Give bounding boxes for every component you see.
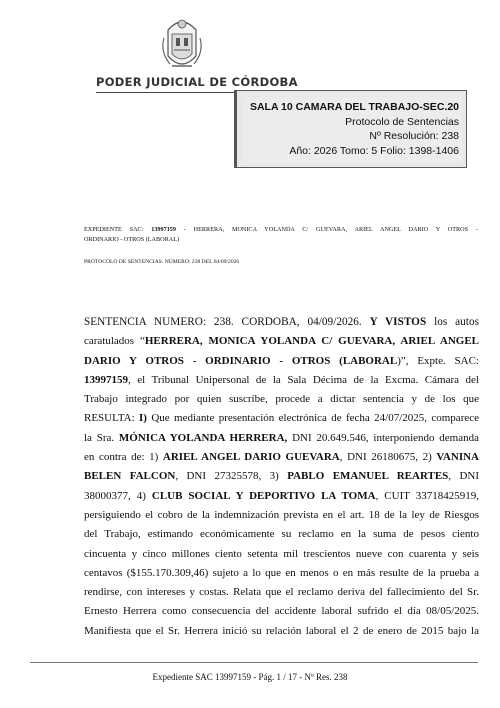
resolution-info-box: [234, 90, 467, 168]
text-bold: HERRERA, MONICA YOLANDA C/ GUEVARA, ARIEL ANGEL: [144, 335, 480, 348]
body-line: [84, 487, 479, 506]
body-line: [84, 332, 479, 351]
text-bold: Y VISTOS: [369, 316, 427, 328]
text-bold: 13997159: [84, 373, 128, 386]
text-bold: VANINA: [436, 451, 479, 464]
text: , DNI 27325578, 3): [175, 470, 279, 483]
body-line: [84, 352, 479, 371]
court-name: SALA 10 CAMARA DEL TRABAJO-SEC.20: [249, 101, 459, 113]
body-line: persiguiendo el cobro de la indemnización prevista en el art. 18 de la ley de Riesgos: [84, 508, 479, 521]
text-bold: PABLO EMANUEL REARTES: [287, 470, 449, 483]
text: , DNI 26180675, 2): [339, 451, 432, 464]
text-bold: I): [139, 412, 147, 425]
body-line: Manifiesta que el Sr. Herrera inició su relación laboral el 2 de enero de 2015 bajo la: [84, 624, 479, 637]
coat-of-arms-logo: [158, 8, 206, 80]
resolution-info-content: [243, 97, 462, 163]
text: la Sra.: [84, 431, 115, 444]
expediente-number: 13997159: [151, 226, 176, 233]
expediente-prefix: EXPEDIENTE SAC:: [84, 226, 144, 233]
expediente-title-1: - HERRERA, MONICA YOLANDA C/ GUEVARA, ARIEL ANGEL DARIO Y OTROS -: [183, 226, 478, 233]
body-line: [84, 313, 479, 332]
body-line: Trabajo integrado por quien suscribe, procede a dictar sentencia y de los que: [84, 393, 479, 406]
text: 38000377, 4): [84, 489, 146, 502]
text: los autos: [434, 316, 479, 328]
header-rule: [96, 92, 236, 93]
body-line: Ernesto Herrera como consecuencia del accidente laboral sufrido el día 08/05/2025.: [84, 605, 479, 618]
body-line: [84, 409, 479, 428]
text-bold: DARIO Y OTROS - ORDINARIO - OTROS (LABORAL: [84, 354, 398, 367]
organization-name: PODER JUDICIAL DE CÓRDOBA: [96, 75, 298, 89]
text: en contra de: 1): [84, 451, 159, 464]
text: DNI 20.649.546, interponiendo demanda: [292, 431, 480, 444]
resolution-number: Nº Resolución: 238: [369, 130, 459, 142]
body-line: [84, 467, 479, 486]
body-line: centavos ($155.170.309,46) sujeto a lo que en menos o en más resulte de la prueba a: [84, 566, 479, 579]
body-line: rendirse, con intereses y costas. Relata que el reclamo deriva del fallecimiento del Sr.: [84, 586, 479, 599]
body-line: [84, 448, 479, 467]
year-volume-folio: Año: 2026 Tomo: 5 Folio: 1398-1406: [289, 144, 459, 157]
text: )”, Expte. SAC:: [397, 354, 479, 367]
expediente-title-2: ORDINARIO - OTROS (LABORAL): [84, 236, 180, 243]
text: , CUIT 33718425919,: [375, 489, 480, 502]
protocol-type: Protocolo de Sentencias: [345, 115, 459, 128]
text: , DNI: [448, 470, 480, 483]
text: , el Tribunal Unipersonal de la Sala Décima de la Excma. Cámara del: [128, 373, 479, 386]
sentence-body: [84, 313, 479, 641]
text: RESULTA:: [84, 412, 135, 425]
text: caratulados “: [84, 335, 145, 348]
text-bold: CLUB SOCIAL Y DEPORTIVO LA TOMA: [151, 489, 376, 502]
body-line: del Trabajo, estimando económicamente su reclamo en la suma de pesos ciento: [84, 528, 479, 541]
body-line: [84, 371, 479, 390]
body-line: cincuenta y cinco millones ciento setenta mil trescientos nueve con cuarenta y seis: [84, 547, 479, 560]
text: Que mediante presentación electrónica de fecha 24/07/2025, comparece: [151, 412, 480, 425]
text-bold: ARIEL ANGEL DARIO GUEVARA: [162, 451, 340, 464]
text: SENTENCIA NUMERO: 238. CORDOBA, 04/09/2026.: [84, 316, 362, 328]
page-footer: Expediente SAC 13997159 - Pág. 1 / 17 - Nº Res. 238: [152, 672, 348, 682]
text-bold: BELEN FALCON: [84, 470, 176, 483]
body-line: [84, 429, 479, 448]
protocol-reference: PROTOCOLO DE SENTENCIAS. NÚMERO: 238 DEL 04/09/2026: [84, 259, 240, 265]
footer-rule: [30, 662, 478, 663]
text-bold: MÓNICA YOLANDA HERRERA,: [118, 431, 288, 444]
